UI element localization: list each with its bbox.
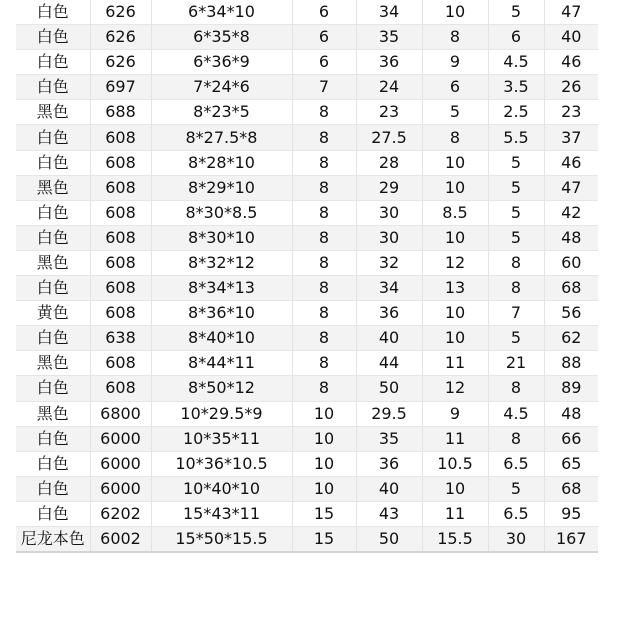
outer-diameter-cell: 30 bbox=[356, 200, 422, 225]
color-cell: 白色 bbox=[16, 426, 90, 451]
price-cell: 60 bbox=[544, 250, 598, 275]
model-cell: 6002 bbox=[90, 526, 151, 552]
price-cell: 62 bbox=[544, 326, 598, 351]
table-row bbox=[16, 150, 598, 175]
inner-diameter-cell: 6 bbox=[292, 0, 356, 25]
table-row bbox=[16, 250, 598, 275]
weight-cell: 5 bbox=[488, 175, 544, 200]
width-cell: 12 bbox=[422, 250, 488, 275]
outer-diameter-cell: 35 bbox=[356, 426, 422, 451]
table-row bbox=[16, 476, 598, 501]
color-cell: 尼龙本色 bbox=[16, 526, 90, 552]
outer-diameter-cell: 44 bbox=[356, 351, 422, 376]
dimension-cell: 8*30*10 bbox=[151, 225, 292, 250]
outer-diameter-cell: 35 bbox=[356, 25, 422, 50]
outer-diameter-cell: 40 bbox=[356, 326, 422, 351]
price-cell: 46 bbox=[544, 150, 598, 175]
price-cell: 40 bbox=[544, 25, 598, 50]
model-cell: 6202 bbox=[90, 501, 151, 526]
table-row bbox=[16, 501, 598, 526]
color-cell: 白色 bbox=[16, 75, 90, 100]
dimension-cell: 8*23*5 bbox=[151, 100, 292, 125]
weight-cell: 5 bbox=[488, 326, 544, 351]
inner-diameter-cell: 8 bbox=[292, 376, 356, 401]
model-cell: 608 bbox=[90, 150, 151, 175]
weight-cell: 6 bbox=[488, 25, 544, 50]
width-cell: 10 bbox=[422, 175, 488, 200]
inner-diameter-cell: 15 bbox=[292, 526, 356, 552]
weight-cell: 7 bbox=[488, 301, 544, 326]
table-row bbox=[16, 225, 598, 250]
table-row bbox=[16, 426, 598, 451]
model-cell: 688 bbox=[90, 100, 151, 125]
outer-diameter-cell: 40 bbox=[356, 476, 422, 501]
dimension-cell: 15*50*15.5 bbox=[151, 526, 292, 552]
weight-cell: 5.5 bbox=[488, 125, 544, 150]
width-cell: 8 bbox=[422, 25, 488, 50]
dimension-cell: 6*35*8 bbox=[151, 25, 292, 50]
model-cell: 608 bbox=[90, 250, 151, 275]
model-cell: 638 bbox=[90, 326, 151, 351]
model-cell: 626 bbox=[90, 25, 151, 50]
model-cell: 608 bbox=[90, 175, 151, 200]
table-body bbox=[16, 0, 598, 552]
outer-diameter-cell: 36 bbox=[356, 451, 422, 476]
dimension-cell: 8*36*10 bbox=[151, 301, 292, 326]
weight-cell: 6.5 bbox=[488, 451, 544, 476]
model-cell: 608 bbox=[90, 276, 151, 301]
table-row bbox=[16, 175, 598, 200]
inner-diameter-cell: 8 bbox=[292, 326, 356, 351]
dimension-cell: 8*34*13 bbox=[151, 276, 292, 301]
width-cell: 10.5 bbox=[422, 451, 488, 476]
model-cell: 608 bbox=[90, 301, 151, 326]
width-cell: 9 bbox=[422, 50, 488, 75]
width-cell: 10 bbox=[422, 0, 488, 25]
inner-diameter-cell: 10 bbox=[292, 451, 356, 476]
price-cell: 66 bbox=[544, 426, 598, 451]
weight-cell: 5 bbox=[488, 0, 544, 25]
color-cell: 黑色 bbox=[16, 175, 90, 200]
outer-diameter-cell: 24 bbox=[356, 75, 422, 100]
table-row bbox=[16, 401, 598, 426]
outer-diameter-cell: 27.5 bbox=[356, 125, 422, 150]
table-row bbox=[16, 75, 598, 100]
table-row bbox=[16, 376, 598, 401]
width-cell: 6 bbox=[422, 75, 488, 100]
table-row bbox=[16, 326, 598, 351]
outer-diameter-cell: 34 bbox=[356, 0, 422, 25]
dimension-cell: 10*40*10 bbox=[151, 476, 292, 501]
width-cell: 10 bbox=[422, 150, 488, 175]
bearing-spec-table bbox=[16, 0, 598, 553]
color-cell: 白色 bbox=[16, 326, 90, 351]
model-cell: 697 bbox=[90, 75, 151, 100]
width-cell: 8 bbox=[422, 125, 488, 150]
weight-cell: 5 bbox=[488, 150, 544, 175]
price-cell: 68 bbox=[544, 476, 598, 501]
price-cell: 47 bbox=[544, 175, 598, 200]
outer-diameter-cell: 23 bbox=[356, 100, 422, 125]
outer-diameter-cell: 36 bbox=[356, 301, 422, 326]
model-cell: 608 bbox=[90, 376, 151, 401]
width-cell: 9 bbox=[422, 401, 488, 426]
inner-diameter-cell: 8 bbox=[292, 301, 356, 326]
outer-diameter-cell: 34 bbox=[356, 276, 422, 301]
color-cell: 黑色 bbox=[16, 351, 90, 376]
weight-cell: 2.5 bbox=[488, 100, 544, 125]
price-cell: 56 bbox=[544, 301, 598, 326]
weight-cell: 5 bbox=[488, 225, 544, 250]
dimension-cell: 8*44*11 bbox=[151, 351, 292, 376]
weight-cell: 5 bbox=[488, 200, 544, 225]
weight-cell: 5 bbox=[488, 476, 544, 501]
outer-diameter-cell: 50 bbox=[356, 526, 422, 552]
width-cell: 11 bbox=[422, 351, 488, 376]
color-cell: 黑色 bbox=[16, 250, 90, 275]
color-cell: 白色 bbox=[16, 225, 90, 250]
model-cell: 6000 bbox=[90, 451, 151, 476]
inner-diameter-cell: 8 bbox=[292, 100, 356, 125]
price-cell: 42 bbox=[544, 200, 598, 225]
price-cell: 48 bbox=[544, 225, 598, 250]
model-cell: 608 bbox=[90, 125, 151, 150]
model-cell: 626 bbox=[90, 50, 151, 75]
price-cell: 37 bbox=[544, 125, 598, 150]
inner-diameter-cell: 10 bbox=[292, 401, 356, 426]
weight-cell: 6.5 bbox=[488, 501, 544, 526]
dimension-cell: 10*35*11 bbox=[151, 426, 292, 451]
price-cell: 68 bbox=[544, 276, 598, 301]
weight-cell: 8 bbox=[488, 250, 544, 275]
dimension-cell: 8*40*10 bbox=[151, 326, 292, 351]
inner-diameter-cell: 8 bbox=[292, 276, 356, 301]
inner-diameter-cell: 8 bbox=[292, 125, 356, 150]
weight-cell: 8 bbox=[488, 426, 544, 451]
table-row bbox=[16, 100, 598, 125]
dimension-cell: 7*24*6 bbox=[151, 75, 292, 100]
table-row bbox=[16, 526, 598, 552]
weight-cell: 3.5 bbox=[488, 75, 544, 100]
spec-sheet bbox=[16, 0, 598, 553]
color-cell: 黄色 bbox=[16, 301, 90, 326]
inner-diameter-cell: 8 bbox=[292, 225, 356, 250]
color-cell: 白色 bbox=[16, 501, 90, 526]
table-row bbox=[16, 125, 598, 150]
color-cell: 白色 bbox=[16, 50, 90, 75]
width-cell: 11 bbox=[422, 426, 488, 451]
color-cell: 黑色 bbox=[16, 401, 90, 426]
outer-diameter-cell: 36 bbox=[356, 50, 422, 75]
table-row bbox=[16, 451, 598, 476]
dimension-cell: 10*36*10.5 bbox=[151, 451, 292, 476]
weight-cell: 30 bbox=[488, 526, 544, 552]
outer-diameter-cell: 30 bbox=[356, 225, 422, 250]
outer-diameter-cell: 50 bbox=[356, 376, 422, 401]
table-row bbox=[16, 351, 598, 376]
width-cell: 12 bbox=[422, 376, 488, 401]
width-cell: 10 bbox=[422, 326, 488, 351]
weight-cell: 8 bbox=[488, 376, 544, 401]
outer-diameter-cell: 43 bbox=[356, 501, 422, 526]
outer-diameter-cell: 28 bbox=[356, 150, 422, 175]
color-cell: 白色 bbox=[16, 150, 90, 175]
inner-diameter-cell: 6 bbox=[292, 25, 356, 50]
dimension-cell: 10*29.5*9 bbox=[151, 401, 292, 426]
color-cell: 白色 bbox=[16, 125, 90, 150]
inner-diameter-cell: 10 bbox=[292, 476, 356, 501]
width-cell: 11 bbox=[422, 501, 488, 526]
table-row bbox=[16, 200, 598, 225]
inner-diameter-cell: 8 bbox=[292, 250, 356, 275]
color-cell: 白色 bbox=[16, 276, 90, 301]
inner-diameter-cell: 7 bbox=[292, 75, 356, 100]
weight-cell: 21 bbox=[488, 351, 544, 376]
table-row bbox=[16, 0, 598, 25]
model-cell: 608 bbox=[90, 225, 151, 250]
outer-diameter-cell: 32 bbox=[356, 250, 422, 275]
color-cell: 黑色 bbox=[16, 100, 90, 125]
price-cell: 47 bbox=[544, 0, 598, 25]
model-cell: 626 bbox=[90, 0, 151, 25]
model-cell: 608 bbox=[90, 200, 151, 225]
price-cell: 88 bbox=[544, 351, 598, 376]
weight-cell: 8 bbox=[488, 276, 544, 301]
outer-diameter-cell: 29.5 bbox=[356, 401, 422, 426]
table-row bbox=[16, 301, 598, 326]
outer-diameter-cell: 29 bbox=[356, 175, 422, 200]
weight-cell: 4.5 bbox=[488, 50, 544, 75]
inner-diameter-cell: 8 bbox=[292, 200, 356, 225]
table-row bbox=[16, 276, 598, 301]
table-row bbox=[16, 50, 598, 75]
width-cell: 8.5 bbox=[422, 200, 488, 225]
color-cell: 白色 bbox=[16, 451, 90, 476]
inner-diameter-cell: 8 bbox=[292, 150, 356, 175]
width-cell: 10 bbox=[422, 301, 488, 326]
inner-diameter-cell: 8 bbox=[292, 351, 356, 376]
price-cell: 26 bbox=[544, 75, 598, 100]
model-cell: 608 bbox=[90, 351, 151, 376]
width-cell: 13 bbox=[422, 276, 488, 301]
inner-diameter-cell: 8 bbox=[292, 175, 356, 200]
price-cell: 89 bbox=[544, 376, 598, 401]
dimension-cell: 8*50*12 bbox=[151, 376, 292, 401]
color-cell: 白色 bbox=[16, 376, 90, 401]
price-cell: 23 bbox=[544, 100, 598, 125]
price-cell: 167 bbox=[544, 526, 598, 552]
price-cell: 65 bbox=[544, 451, 598, 476]
width-cell: 15.5 bbox=[422, 526, 488, 552]
model-cell: 6000 bbox=[90, 426, 151, 451]
dimension-cell: 8*28*10 bbox=[151, 150, 292, 175]
dimension-cell: 8*29*10 bbox=[151, 175, 292, 200]
width-cell: 5 bbox=[422, 100, 488, 125]
dimension-cell: 6*34*10 bbox=[151, 0, 292, 25]
width-cell: 10 bbox=[422, 225, 488, 250]
dimension-cell: 8*30*8.5 bbox=[151, 200, 292, 225]
color-cell: 白色 bbox=[16, 476, 90, 501]
model-cell: 6800 bbox=[90, 401, 151, 426]
inner-diameter-cell: 6 bbox=[292, 50, 356, 75]
inner-diameter-cell: 10 bbox=[292, 426, 356, 451]
width-cell: 10 bbox=[422, 476, 488, 501]
color-cell: 白色 bbox=[16, 25, 90, 50]
dimension-cell: 15*43*11 bbox=[151, 501, 292, 526]
inner-diameter-cell: 15 bbox=[292, 501, 356, 526]
model-cell: 6000 bbox=[90, 476, 151, 501]
dimension-cell: 8*32*12 bbox=[151, 250, 292, 275]
price-cell: 48 bbox=[544, 401, 598, 426]
dimension-cell: 8*27.5*8 bbox=[151, 125, 292, 150]
price-cell: 46 bbox=[544, 50, 598, 75]
weight-cell: 4.5 bbox=[488, 401, 544, 426]
dimension-cell: 6*36*9 bbox=[151, 50, 292, 75]
table-row bbox=[16, 25, 598, 50]
price-cell: 95 bbox=[544, 501, 598, 526]
color-cell: 白色 bbox=[16, 0, 90, 25]
color-cell: 白色 bbox=[16, 200, 90, 225]
